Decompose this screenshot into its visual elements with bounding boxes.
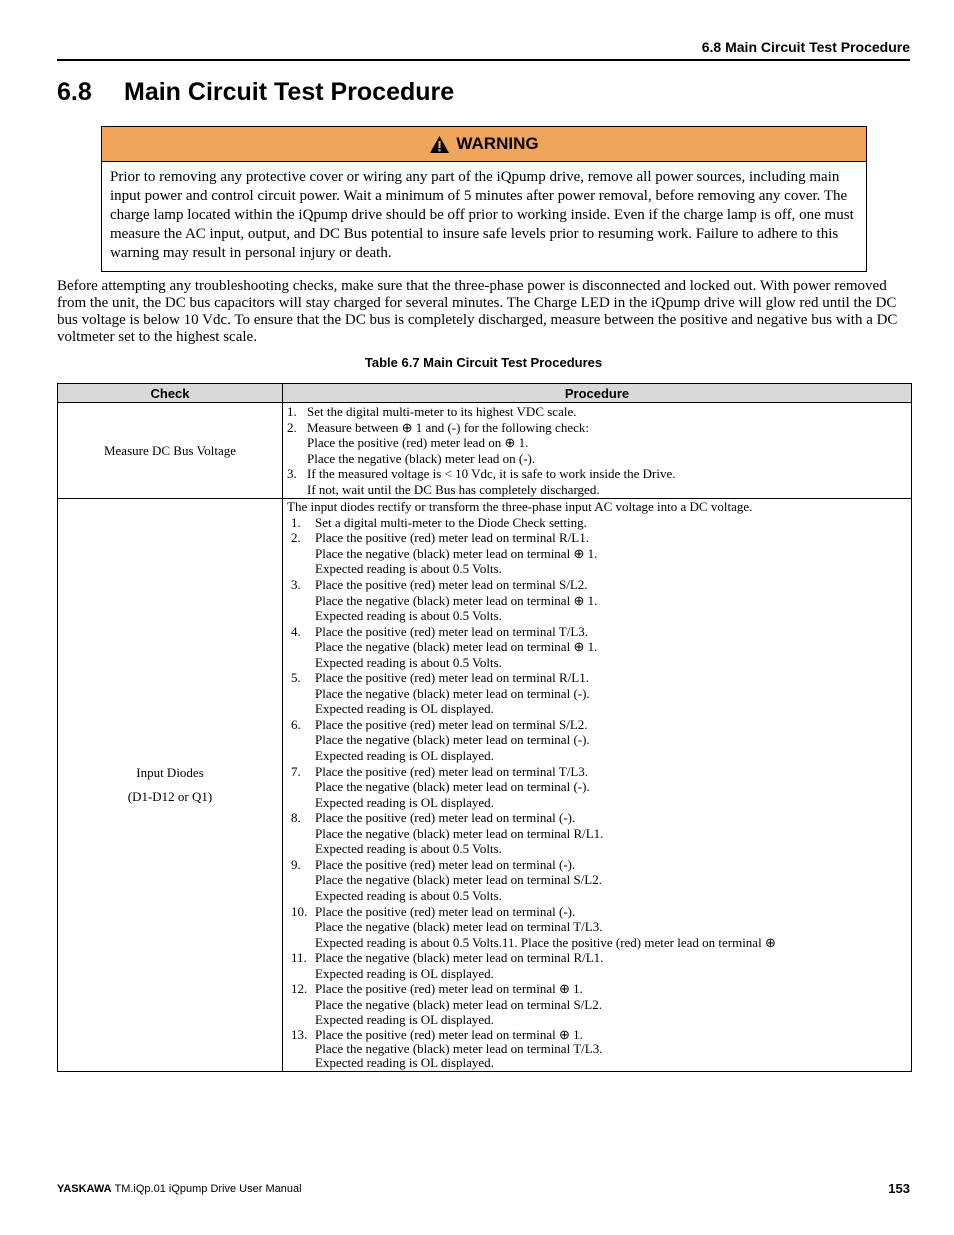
page-title — [57, 76, 454, 108]
step-number: 10. — [291, 903, 308, 919]
step-text: Place the positive (red) meter lead on terminal ⊕ 1. — [315, 981, 583, 997]
intro-paragraph: Before attempting any troubleshooting checks, make sure that the three-phase power is disconnected and locked out. With power removed from the unit, the DC bus capacitors will stay charged for several minutes. The Charge LED in the iQpump drive will glow red until the DC bus voltage is below 10 Vdc. To ensure that the DC bus is completely discharged, measure between the positive and negative bus with a DC voltmeter set to the highest scale. — [57, 278, 898, 345]
step-number: 6. — [291, 716, 301, 732]
step-number: 2. — [291, 530, 301, 546]
step-detail: Expected reading is about 0.5 Volts. — [315, 561, 502, 577]
step-detail: Expected reading is about 0.5 Volts. — [315, 654, 502, 670]
warning-label: WARNING — [456, 134, 539, 153]
step-detail: Expected reading is OL displayed. — [315, 748, 494, 764]
warning-header — [102, 127, 866, 162]
step-detail: Expected reading is about 0.5 Volts. — [315, 841, 502, 857]
step-text: Place the positive (red) meter lead on terminal (-). — [315, 903, 576, 919]
step-number: 9. — [291, 856, 301, 872]
running-footer — [57, 1183, 910, 1195]
step-number: 2. — [287, 419, 297, 435]
step-detail: Place the negative (black) meter lead on terminal (-). — [315, 779, 590, 795]
step-detail: Place the negative (black) meter lead on terminal T/L3. — [315, 919, 603, 935]
check-cell: Measure DC Bus Voltage — [58, 403, 283, 499]
step-number: 12. — [291, 981, 308, 997]
table-row — [58, 403, 912, 499]
page-number: 153 — [888, 1181, 910, 1196]
procedure-cell — [283, 499, 912, 1072]
check-cell — [58, 499, 283, 1072]
step-detail: If not, wait until the DC Bus has completely discharged. — [307, 481, 600, 497]
procedure-column-header: Procedure — [283, 384, 912, 403]
warning-box — [101, 126, 867, 272]
step-number: 8. — [291, 810, 301, 826]
step-detail: Place the negative (black) meter lead on (-). — [307, 450, 536, 466]
step-detail: Place the negative (black) meter lead on terminal ⊕ 1. — [315, 639, 598, 655]
step-number: 3. — [291, 577, 301, 593]
step-text: Measure between ⊕ 1 and (-) for the following check: — [307, 419, 589, 435]
step-detail: Expected reading is OL displayed. — [315, 1012, 494, 1028]
step-text: Place the positive (red) meter lead on terminal R/L1. — [315, 530, 589, 546]
section-title-text: Main Circuit Test Procedure — [124, 78, 455, 106]
step-detail: Place the negative (black) meter lead on terminal T/L3. — [315, 1040, 603, 1056]
step-detail: Expected reading is about 0.5 Volts. — [315, 608, 502, 624]
section-number: 6.8 — [57, 78, 92, 106]
step-text: Place the positive (red) meter lead on terminal (-). — [315, 856, 576, 872]
step-detail: Place the negative (black) meter lead on terminal (-). — [315, 732, 590, 748]
step-text: Place the positive (red) meter lead on terminal (-). — [315, 810, 576, 826]
step-text: Place the negative (black) meter lead on terminal R/L1. — [315, 950, 604, 966]
step-detail: Expected reading is OL displayed. — [315, 794, 494, 810]
step-detail: Place the negative (black) meter lead on terminal ⊕ 1. — [315, 545, 598, 561]
procedures-table — [57, 383, 912, 1072]
step-number: 1. — [291, 514, 301, 530]
step-number: 11. — [291, 950, 307, 966]
manual-title: TM.iQp.01 iQpump Drive User Manual — [114, 1183, 302, 1195]
brand-name: YASKAWA — [57, 1183, 112, 1195]
step-text: Place the positive (red) meter lead on terminal T/L3. — [315, 623, 589, 639]
step-detail: Place the negative (black) meter lead on terminal R/L1. — [315, 825, 604, 841]
step-text: Place the positive (red) meter lead on terminal S/L2. — [315, 716, 588, 732]
step-text: Set a digital multi-meter to the Diode Check setting. — [315, 514, 587, 530]
warning-text: Prior to removing any protective cover or wiring any part of the iQpump drive, remove all power sources, including main input power and control circuit power. Wait a minimum of 5 minutes after power removal, before removing any cover. The charge lamp located within the iQpump drive should be off prior to working inside. Even if the charge lamp is off, one must measure the AC input, output, and DC Bus potential to insure safe levels prior to resuming work. Failure to adhere to this warning may result in personal injury or death. — [110, 169, 854, 261]
table-header-row — [58, 384, 912, 403]
step-text: Place the positive (red) meter lead on terminal S/L2. — [315, 577, 588, 593]
check-column-header: Check — [58, 384, 283, 403]
step-detail: Place the negative (black) meter lead on terminal (-). — [315, 685, 590, 701]
running-header: 6.8 Main Circuit Test Procedure — [57, 37, 910, 61]
step-number: 4. — [291, 623, 301, 639]
step-text: If the measured voltage is < 10 Vdc, it is safe to work inside the Drive. — [307, 466, 676, 482]
step-text: Place the positive (red) meter lead on terminal ⊕ 1. — [315, 1026, 583, 1042]
procedure-cell — [283, 403, 912, 499]
step-detail: Place the negative (black) meter lead on terminal S/L2. — [315, 872, 602, 888]
procedure-intro: The input diodes rectify or transform the three-phase input AC voltage into a DC voltage. — [287, 499, 753, 515]
step-number: 13. — [291, 1026, 308, 1042]
warning-triangle-icon — [429, 135, 450, 154]
step-detail: Expected reading is OL displayed. — [315, 1054, 494, 1070]
step-detail: Expected reading is about 0.5 Volts.11. Place the positive (red) meter lead on terminal ⊕ — [315, 934, 776, 950]
step-detail: Expected reading is about 0.5 Volts. — [315, 887, 502, 903]
step-detail: Expected reading is OL displayed. — [315, 965, 494, 981]
step-text: Place the positive (red) meter lead on terminal R/L1. — [315, 670, 589, 686]
check-label: Input Diodes — [136, 765, 204, 781]
step-text: Set the digital multi-meter to its highest VDC scale. — [307, 404, 577, 419]
step-detail: Place the positive (red) meter lead on ⊕ 1. — [307, 435, 529, 451]
step-number: 7. — [291, 763, 301, 779]
check-sublabel: (D1-D12 or Q1) — [127, 789, 213, 805]
step-number: 5. — [291, 670, 301, 686]
step-detail: Place the negative (black) meter lead on terminal ⊕ 1. — [315, 592, 598, 608]
step-detail: Expected reading is OL displayed. — [315, 701, 494, 717]
step-detail: Place the negative (black) meter lead on terminal S/L2. — [315, 996, 602, 1012]
step-text: Place the positive (red) meter lead on terminal T/L3. — [315, 763, 589, 779]
step-number: 3. — [287, 466, 297, 482]
table-caption: Table 6.7 Main Circuit Test Procedures — [364, 355, 603, 370]
step-number: 1. — [287, 404, 297, 419]
table-row — [58, 499, 912, 1072]
